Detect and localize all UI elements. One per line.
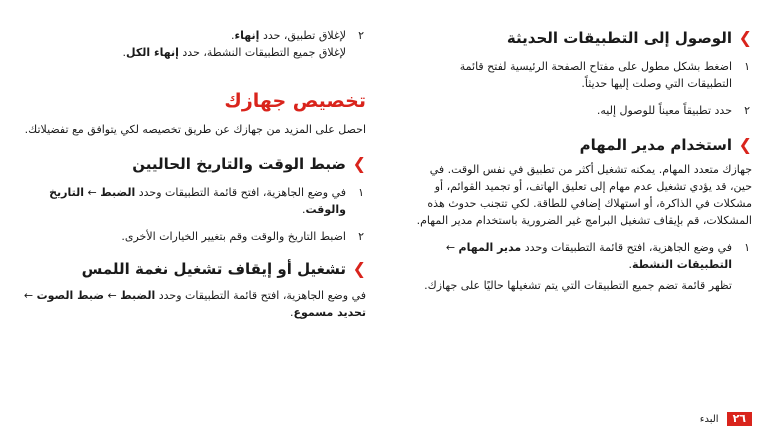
section-name: البدء: [699, 413, 719, 425]
chevron-icon: ❯: [738, 135, 752, 154]
task-manager-step-1-note: تظهر قائمة تضم جميع التطبيقات التي يتم تشغيلها حاليًا على جهازك.: [424, 279, 732, 292]
recent-step-2: ٢ حدد تطبيقاً معيناً للوصول إليه.: [596, 104, 750, 117]
chevron-icon: ❯: [352, 259, 366, 278]
touch-tone-text: في وضع الجاهزية، افتح قائمة التطبيقات وحدد الضبط ← ضبط الصوت ← تحديد مسموع.: [23, 289, 366, 319]
right-column: [412, 0, 752, 294]
customize-heading: تخصيص جهازك: [224, 90, 366, 112]
page-footer: [700, 412, 752, 426]
task-manager-heading: ❯ استخدام مدير المهام: [579, 135, 752, 154]
task-manager-step-1: ١ في وضع الجاهزية، افتح قائمة التطبيقات وحدد مدير المهام ← التطبيقات النشطة.: [445, 241, 750, 271]
chevron-icon: ❯: [352, 154, 366, 173]
customize-paragraph: احصل على المزيد من جهازك عن طريق تخصيصه لكي يتوافق مع تفضيلاتك.: [24, 123, 366, 136]
datetime-step-1: ١ في وضع الجاهزية، افتح قائمة التطبيقات وحدد الضبط ← التاريخ والوقت.: [49, 186, 364, 216]
touch-tone-heading: ❯ تشغيل أو إيقاف تشغيل نغمة اللمس: [81, 259, 366, 278]
chevron-icon: ❯: [738, 28, 752, 47]
page-number: ٢٦: [727, 412, 752, 426]
left-column: [22, 0, 366, 321]
datetime-step-2: ٢ اضبط التاريخ والوقت وقم بتغيير الخيارات الأخرى.: [121, 230, 364, 243]
recent-apps-heading: ❯ الوصول إلى التطبيقات الحديثة: [506, 28, 752, 47]
task-manager-paragraph: جهازك متعدد المهام. يمكنه تشغيل أكثر من تطبيق في نفس الوقت. في حين، قد يؤدي تشغيل عدم مهام إلى تعليق الهاتف، أو تجميد القوائم، أو مشكلات في الذاكرة، أو استهلاك إضافي للطاقة. لكي تتجنب حدوث هذه المشكلات، قم بإيقاف تشغيل البرامج غير الضرورية باستخدام مدير المهام.: [416, 163, 752, 227]
close-step: ٢ لإغلاق تطبيق، حدد إنهاء. لإغلاق جميع التطبيقات النشطة، حدد إنهاء الكل.: [122, 29, 364, 59]
recent-step-1: ١ اضغط بشكل مطول على مفتاح الصفحة الرئيسية لفتح قائمة التطبيقات التي وصلت إليها حديثاً.: [459, 60, 750, 90]
datetime-heading: ❯ ضبط الوقت والتاريخ الحاليين: [132, 154, 366, 173]
